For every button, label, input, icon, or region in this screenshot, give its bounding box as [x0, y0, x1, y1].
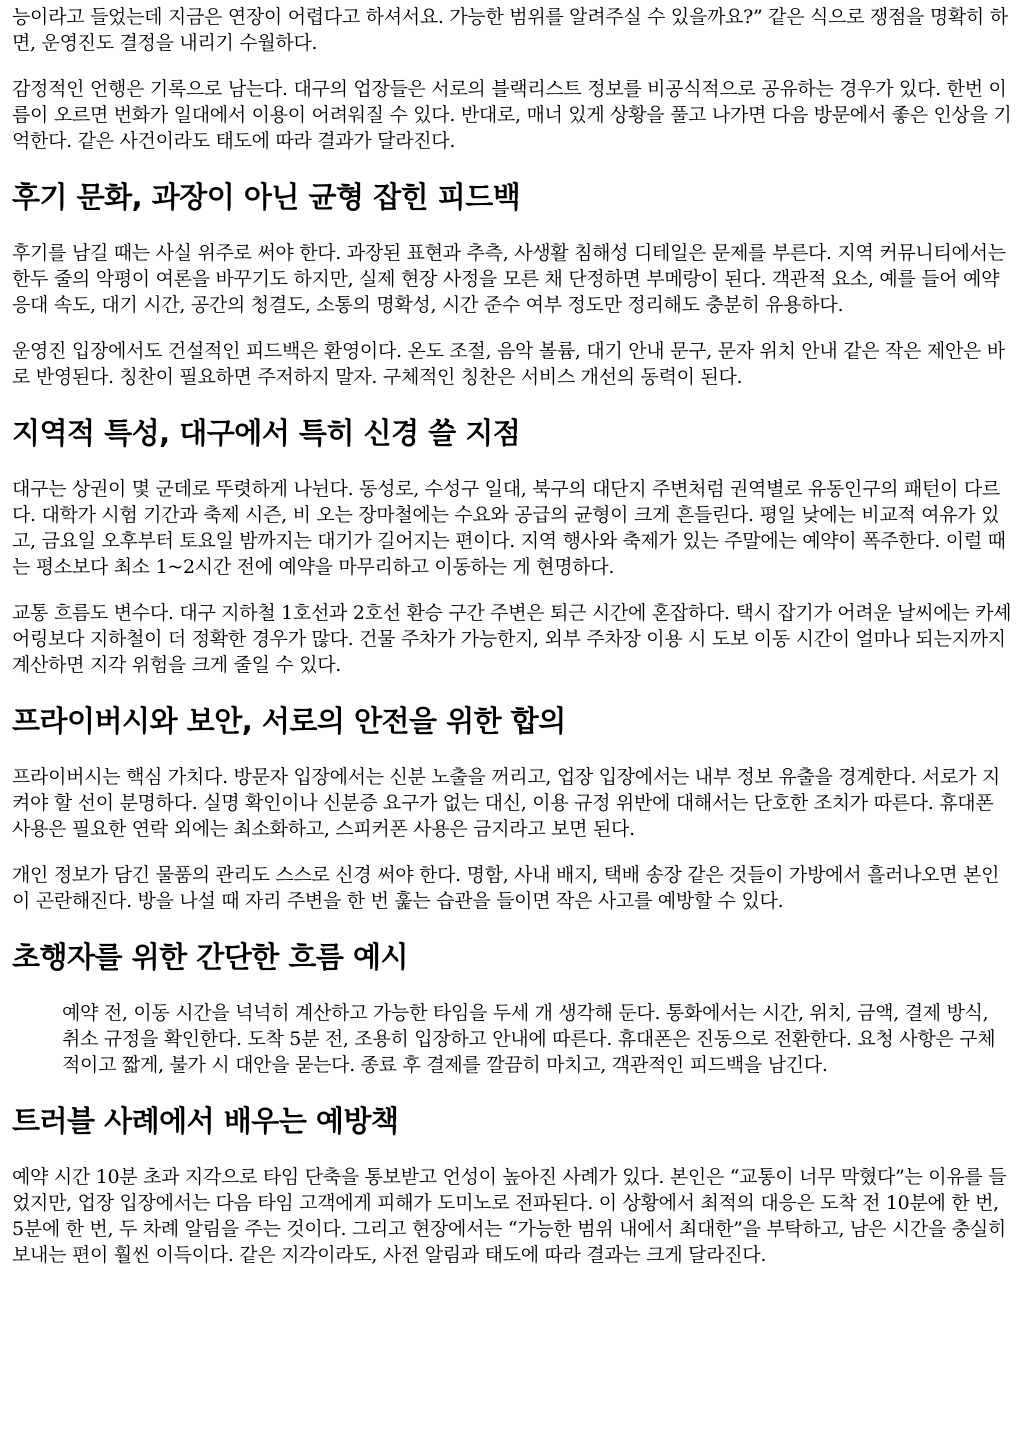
- privacy-heading: 프라이버시와 보안, 서로의 안전을 위한 합의: [12, 704, 566, 738]
- regional-heading: 지역적 특성, 대구에서 특히 신경 쓸 지점: [12, 416, 521, 450]
- document-page: [12, 4, 1012, 1288]
- privacy-paragraph-1: 프라이버시는 핵심 가치다. 방문자 입장에서는 신분 노출을 꺼리고, 업장 입장에서는 내부 정보 유출을 경계한다. 서로가 지켜야 할 선이 분명하다. 실명 확인이나 신분증 요구가 없는 대신, 이용 규정 위반에 대해서는 단호한 조치가 따른다. 휴대폰 사용은 필요한 연락 외에는 최소화하고, 스피커폰 사용은 금지라고 보면 된다.: [12, 766, 1000, 840]
- beginner-quote-text: 예약 전, 이동 시간을 넉넉히 계산하고 가능한 타임을 두세 개 생각해 둔다. 통화에서는 시간, 위치, 금액, 결제 방식, 취소 규정을 확인한다. 도착 5분 전, 조용히 입장하고 안내에 따른다. 휴대폰은 진동으로 전환한다. 요청 사항은 구체적이고 짧게, 불가 시 대안을 묻는다. 종료 후 결제를 깔끔히 마치고, 객관적인 피드백을 남긴다.: [62, 1002, 996, 1076]
- trouble-section: [12, 1102, 1012, 1268]
- intro-paragraph-1: 능이라고 들었는데 지금은 연장이 어렵다고 하셔서요. 가능한 범위를 알려주실 수 있을까요?” 같은 식으로 쟁점을 명확히 하면, 운영진도 결정을 내리기 수월하다.: [12, 6, 1008, 54]
- intro-section: [12, 4, 1012, 154]
- regional-paragraph-1: 대구는 상권이 몇 군데로 뚜렷하게 나뉜다. 동성로, 수성구 일대, 북구의 대단지 주변처럼 권역별로 유동인구의 패턴이 다르다. 대학가 시험 기간과 축제 시즌, 비 오는 장마철에는 수요와 공급의 균형이 크게 흔들린다. 평일 낮에는 비교적 여유가 있고, 금요일 오후부터 토요일 밤까지는 대기가 길어지는 편이다. 지역 행사와 축제가 있는 주말에는 예약이 폭주한다. 이럴 때는 평소보다 최소 1~2시간 전에 예약을 마무리하고 이동하는 게 현명하다.: [12, 478, 1006, 578]
- beginner-blockquote: [62, 1000, 1012, 1078]
- trouble-heading: 트러블 사례에서 배우는 예방책: [12, 1104, 399, 1138]
- intro-paragraph-2: 감정적인 언행은 기록으로 남는다. 대구의 업장들은 서로의 블랙리스트 정보를 비공식적으로 공유하는 경우가 있다. 한번 이름이 오르면 번화가 일대에서 이용이 어려워질 수 있다. 반대로, 매너 있게 상황을 풀고 나가면 다음 방문에서 좋은 인상을 기억한다. 같은 사건이라도 태도에 따라 결과가 달라진다.: [12, 78, 1012, 152]
- regional-section: [12, 414, 1012, 678]
- review-paragraph-2: 운영진 입장에서도 건설적인 피드백은 환영이다. 온도 조절, 음악 볼륨, 대기 안내 문구, 문자 위치 안내 같은 작은 제안은 바로 반영된다. 칭찬이 필요하면 주저하지 말자. 구체적인 칭찬은 서비스 개선의 동력이 된다.: [12, 340, 1005, 388]
- review-heading: 후기 문화, 과장이 아닌 균형 잡힌 피드백: [12, 180, 521, 214]
- regional-paragraph-2: 교통 흐름도 변수다. 대구 지하철 1호선과 2호선 환승 구간 주변은 퇴근 시간에 혼잡하다. 택시 잡기가 어려운 날씨에는 카셰어링보다 지하철이 더 정확한 경우가 많다. 건물 주차가 가능한지, 외부 주차장 이용 시 도보 이동 시간이 얼마나 되는지까지 계산하면 지각 위험을 크게 줄일 수 있다.: [12, 602, 1012, 676]
- beginner-heading: 초행자를 위한 간단한 흐름 예시: [12, 940, 409, 974]
- review-paragraph-1: 후기를 남길 때는 사실 위주로 써야 한다. 과장된 표현과 추측, 사생활 침해성 디테일은 문제를 부른다. 지역 커뮤니티에서는 한두 줄의 악평이 여론을 바꾸기도 하지만, 실제 현장 사정을 모른 채 단정하면 부메랑이 된다. 객관적 요소, 예를 들어 예약 응대 속도, 대기 시간, 공간의 청결도, 소통의 명확성, 시간 준수 여부 정도만 정리해도 충분히 유용하다.: [12, 242, 1006, 316]
- review-section: [12, 178, 1012, 390]
- privacy-section: [12, 702, 1012, 914]
- privacy-paragraph-2: 개인 정보가 담긴 물품의 관리도 스스로 신경 써야 한다. 명함, 사내 배지, 택배 송장 같은 것들이 가방에서 흘러나오면 본인이 곤란해진다. 방을 나설 때 자리 주변을 한 번 훑는 습관을 들이면 작은 사고를 예방할 수 있다.: [12, 864, 1000, 912]
- trouble-paragraph-1: 예약 시간 10분 초과 지각으로 타임 단축을 통보받고 언성이 높아진 사례가 있다. 본인은 “교통이 너무 막혔다”는 이유를 들었지만, 업장 입장에서는 다음 타임 고객에게 피해가 도미노로 전파된다. 이 상황에서 최적의 대응은 도착 전 10분에 한 번, 5분에 한 번, 두 차례 알림을 주는 것이다. 그리고 현장에서는 “가능한 범위 내에서 최대한”을 부탁하고, 남은 시간을 충실히 보내는 편이 훨씬 이득이다. 같은 지각이라도, 사전 알림과 태도에 따라 결과는 크게 달라진다.: [12, 1166, 1007, 1266]
- beginner-section: [12, 938, 1012, 1078]
